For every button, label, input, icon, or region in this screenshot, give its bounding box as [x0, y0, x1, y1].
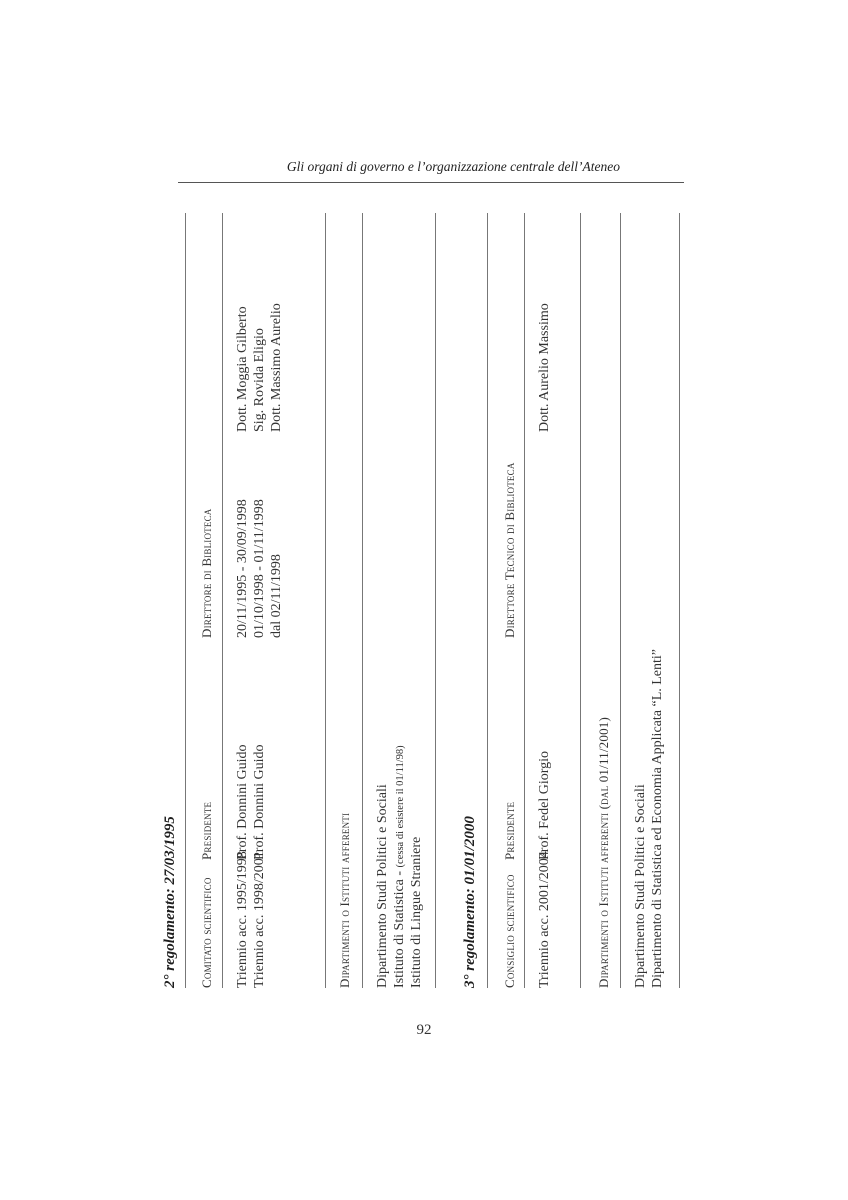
col-header-president-3: Presidente	[502, 801, 517, 860]
col-header-president: Presidente	[199, 801, 214, 860]
col-header-library-director: Direttore di Biblioteca	[199, 508, 214, 638]
director-name-2: Sig. Rovida Eligio	[252, 328, 267, 432]
divider	[325, 213, 326, 988]
president-1: Prof. Donnini Guido	[235, 744, 250, 860]
col-header-committee: Comitato scientifico	[199, 877, 214, 988]
running-title: Gli organi di governo e l’organizzazione centrale dell’Ateneo	[286, 159, 620, 174]
department-note: (cessa di esistere il 01/11/98)	[395, 745, 406, 868]
director-dates-1: 20/11/1995 - 30/09/1998	[235, 499, 250, 638]
divider	[185, 213, 186, 988]
technical-director-name: Dott. Aurelio Massimo	[537, 303, 552, 432]
department-3-line-2: Dipartimento di Statistica ed Economia Applicata “L. Lenti”	[650, 648, 665, 988]
divider	[362, 213, 363, 988]
period-1995-1998: Triennio acc. 1995/1998	[235, 851, 250, 988]
department-line-1: Dipartimento Studi Politici e Sociali	[375, 784, 390, 988]
divider	[580, 213, 581, 988]
departments-heading-3	[596, 717, 612, 988]
director-name-3: Dott. Massimo Aurelio	[269, 303, 284, 432]
running-header	[178, 156, 684, 183]
period-2001-2004: Triennio acc. 2001/2004	[537, 851, 552, 988]
divider	[435, 213, 436, 988]
regulation-2-title: 2° regolamento: 27/03/1995	[162, 816, 178, 988]
departments-since: (dal 01/11/2001)	[596, 717, 611, 813]
director-dates-2: 01/10/1998 - 01/11/1998	[252, 499, 267, 638]
divider	[620, 213, 621, 988]
departments-heading-label: Dipartimenti o Istituti afferenti	[596, 812, 611, 988]
director-name-1: Dott. Moggia Gilberto	[235, 306, 250, 432]
department-line-2	[391, 745, 409, 988]
col-header-technical-director: Direttore Tecnico di Biblioteca	[502, 462, 517, 638]
divider	[524, 213, 525, 988]
rotated-content	[160, 213, 690, 988]
department-3-line-1: Dipartimento Studi Politici e Sociali	[633, 784, 648, 988]
period-1998-2001: Triennio acc. 1998/2001	[252, 851, 267, 988]
page-number: 92	[416, 1022, 432, 1038]
department-name: Istituto di Statistica -	[392, 867, 407, 988]
director-dates-3: dal 02/11/1998	[269, 554, 284, 638]
divider	[487, 213, 488, 988]
divider	[222, 213, 223, 988]
president-3: Prof. Fedel Giorgio	[537, 750, 552, 860]
president-2: Prof. Donnini Guido	[252, 744, 267, 860]
departments-heading-2: Dipartimenti o Istituti afferenti	[337, 812, 352, 988]
regulation-3-title: 3° regolamento: 01/01/2000	[462, 816, 478, 988]
divider	[679, 213, 680, 988]
col-header-council: Consiglio scientifico	[502, 874, 517, 988]
department-line-3: Istituto di Lingue Straniere	[409, 836, 424, 988]
